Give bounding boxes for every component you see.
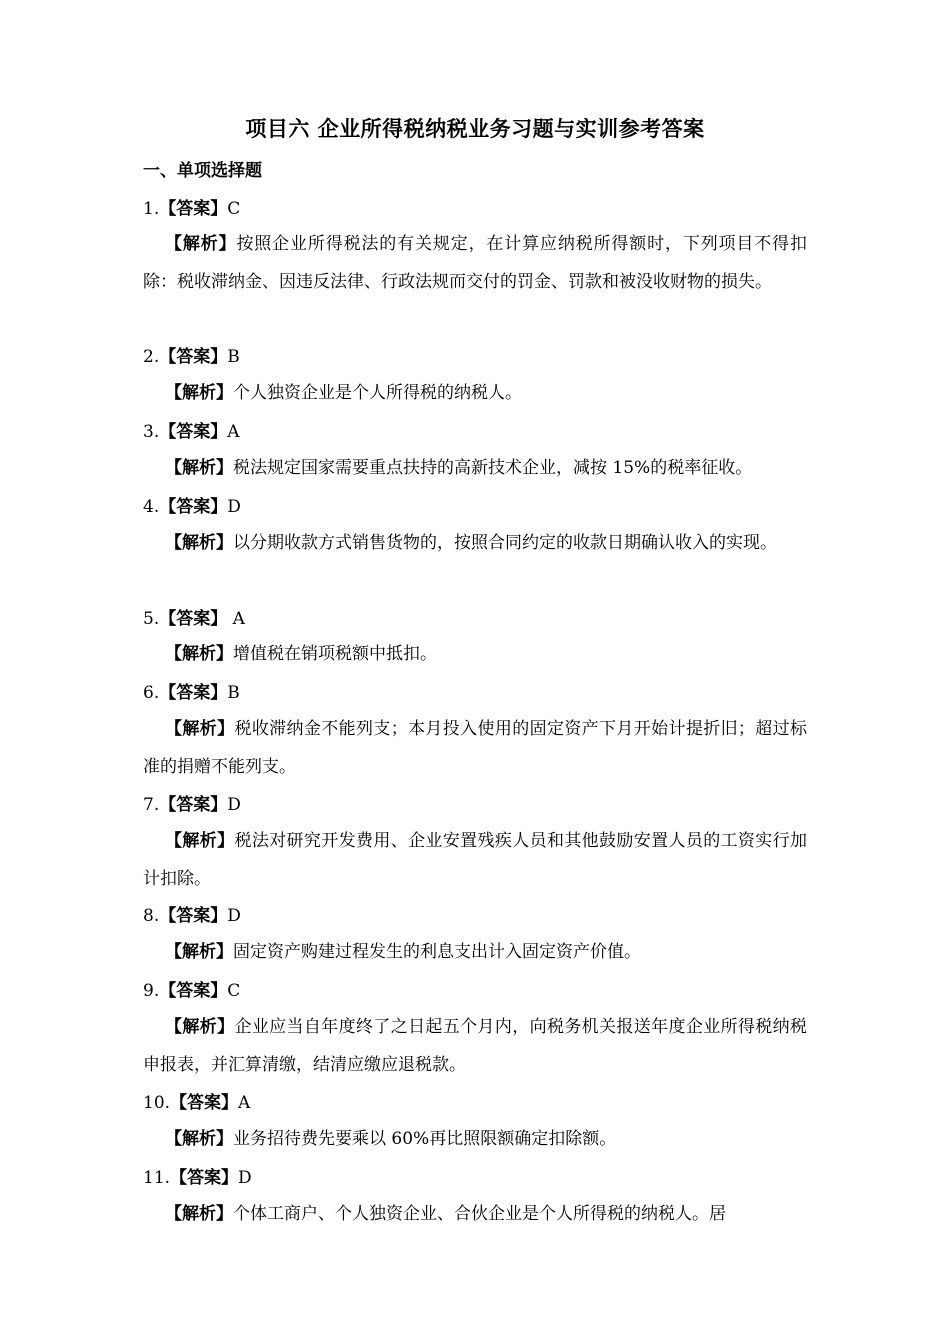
analysis-paragraph — [143, 1196, 807, 1234]
question-number: 7. — [143, 795, 160, 815]
answer-value: C — [227, 199, 241, 219]
answer-value: D — [227, 906, 241, 926]
answer-value: D — [227, 497, 241, 517]
answer-value: C — [227, 981, 241, 1001]
question-number: 10. — [143, 1093, 171, 1113]
analysis-paragraph — [143, 1121, 807, 1159]
analysis-paragraph — [143, 1009, 807, 1084]
question-number: 2. — [143, 347, 160, 367]
question-number: 5. — [143, 609, 160, 629]
analysis-text: 个体工商户、个人独资企业、合伙企业是个人所得税的纳税人。居 — [233, 1204, 726, 1224]
answer-value: B — [227, 347, 240, 367]
answer-line — [143, 343, 240, 371]
answer-tag: 【答案】 — [170, 1093, 239, 1113]
analysis-tag: 【解析】 — [165, 383, 233, 403]
question-number: 9. — [143, 981, 160, 1001]
analysis-paragraph — [143, 934, 807, 972]
analysis-paragraph — [143, 226, 807, 301]
answer-value: B — [227, 683, 240, 703]
page-title: 项目六 企业所得税纳税业务习题与实训参考答案 — [245, 116, 705, 141]
analysis-tag: 【解析】 — [165, 533, 233, 553]
analysis-paragraph — [143, 375, 807, 413]
analysis-paragraph — [143, 525, 807, 563]
answer-line — [143, 605, 245, 633]
answer-value: A — [227, 422, 240, 442]
answer-tag: 【答案】 — [159, 199, 228, 219]
analysis-paragraph — [143, 711, 807, 786]
question-number: 11. — [143, 1168, 171, 1188]
analysis-tag: 【解析】 — [165, 719, 235, 739]
analysis-text: 税法对研究开发费用、企业安置残疾人员和其他鼓励安置人员的工资实行加计扣除。 — [143, 831, 808, 889]
question-number: 8. — [143, 906, 160, 926]
answer-line — [143, 493, 241, 521]
answer-value: D — [238, 1168, 252, 1188]
analysis-text: 税收滞纳金不能列支；本月投入使用的固定资产下月开始计提折旧；超过标准的捐赠不能列支。 — [143, 719, 808, 777]
analysis-tag: 【解析】 — [165, 644, 233, 664]
answer-tag: 【答案】 — [159, 981, 228, 1001]
analysis-tag: 【解析】 — [165, 234, 237, 254]
analysis-text: 增值税在销项税额中抵扣。 — [233, 644, 437, 664]
analysis-paragraph — [143, 450, 807, 488]
answer-value: A — [227, 609, 245, 629]
answer-line — [143, 1089, 250, 1117]
answer-line — [143, 195, 240, 223]
section-heading: 一、单项选择题 — [143, 161, 262, 181]
answer-tag: 【答案】 — [159, 347, 228, 367]
answer-tag: 【答案】 — [159, 683, 228, 703]
question-number: 3. — [143, 422, 160, 442]
answer-line — [143, 418, 240, 446]
question-number: 6. — [143, 683, 160, 703]
analysis-tag: 【解析】 — [165, 1017, 235, 1037]
analysis-tag: 【解析】 — [165, 1204, 233, 1224]
analysis-tag: 【解析】 — [165, 831, 235, 851]
answer-tag: 【答案】 — [159, 422, 228, 442]
answer-tag: 【答案】 — [159, 906, 228, 926]
analysis-text: 个人独资企业是个人所得税的纳税人。 — [233, 383, 522, 403]
answer-tag: 【答案】 — [170, 1168, 239, 1188]
analysis-text: 以分期收款方式销售货物的，按照合同约定的收款日期确认收入的实现。 — [233, 533, 777, 553]
answer-value: A — [238, 1093, 251, 1113]
analysis-paragraph — [143, 823, 807, 898]
answer-line — [143, 902, 241, 930]
analysis-paragraph — [143, 636, 807, 674]
answer-line — [143, 977, 240, 1005]
analysis-tag: 【解析】 — [165, 458, 233, 478]
analysis-tag: 【解析】 — [165, 942, 233, 962]
answer-tag: 【答案】 — [159, 497, 228, 517]
answer-line — [143, 791, 241, 819]
question-number: 4. — [143, 497, 160, 517]
question-number: 1. — [143, 199, 160, 219]
analysis-text: 业务招待费先要乘以 60%再比照限额确定扣除额。 — [233, 1129, 617, 1149]
answer-value: D — [227, 795, 241, 815]
analysis-text: 按照企业所得税法的有关规定，在计算应纳税所得额时，下列项目不得扣除：税收滞纳金、因违反法律、行政法规而交付的罚金、罚款和被没收财物的损失。 — [143, 234, 808, 292]
answer-line — [143, 1164, 252, 1192]
answer-tag: 【答案】 — [159, 609, 228, 629]
answer-line — [143, 679, 240, 707]
analysis-tag: 【解析】 — [165, 1129, 233, 1149]
analysis-text: 固定资产购建过程发生的利息支出计入固定资产价值。 — [233, 942, 641, 962]
analysis-text: 税法规定国家需要重点扶持的高新技术企业，减按 15%的税率征收。 — [233, 458, 753, 478]
analysis-text: 企业应当自年度终了之日起五个月内，向税务机关报送年度企业所得税纳税申报表，并汇算清缴，结清应缴应退税款。 — [143, 1017, 808, 1075]
answer-tag: 【答案】 — [159, 795, 228, 815]
